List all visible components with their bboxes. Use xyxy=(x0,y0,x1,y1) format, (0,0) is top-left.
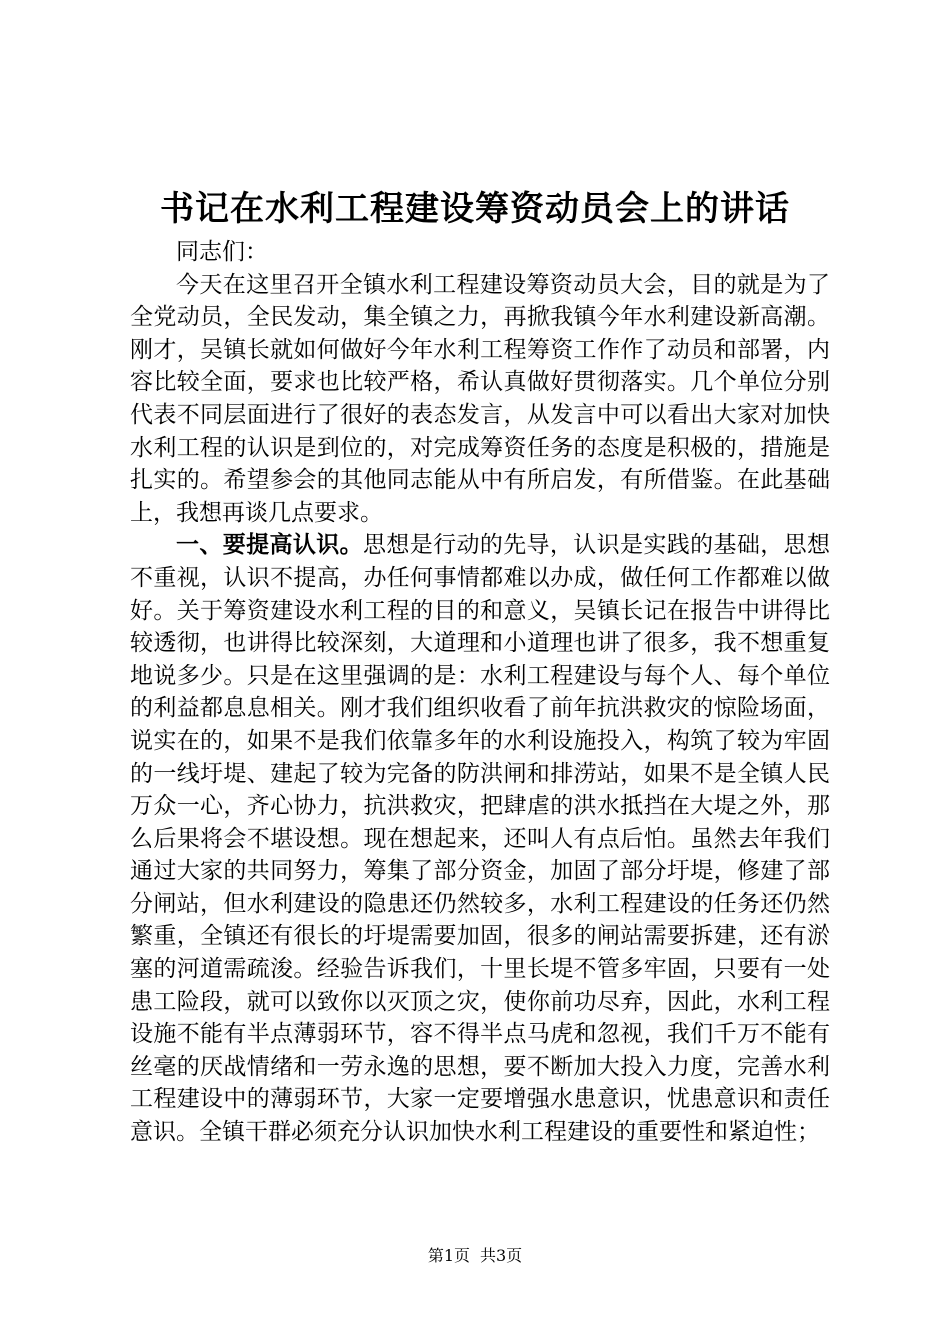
paragraph-section-1 xyxy=(130,529,830,1148)
paragraph-intro: 今天在这里召开全镇水利工程建设筹资动员大会，目的就是为了全党动员，全民发动，集全镇之力，再掀我镇今年水利建设新高潮。刚才，吴镇长就如何做好今年水利工程筹资工作作了动员和部署，内容比较全面，要求也比较严格，希认真做好贯彻落实。几个单位分别代表不同层面进行了很好的表态发言，从发言中可以看出大家对加快水利工程的认识是到位的，对完成筹资任务的态度是积极的，措施是扎实的。希望参会的其他同志能从中有所启发，有所借鉴。在此基础上，我想再谈几点要求。 xyxy=(130,271,830,526)
page-footer xyxy=(0,1246,950,1266)
section-1-heading: 一、要提高认识。 xyxy=(176,531,363,559)
page-total: 共3页 xyxy=(480,1246,523,1265)
document-body xyxy=(130,236,830,1149)
page-number: 第1页 xyxy=(427,1246,470,1265)
section-1-text: 思想是行动的先导，认识是实践的基础，思想不重视，认识不提高，办任何事情都难以办成，做任何工作都难以做好。关于筹资建设水利工程的目的和意义，吴镇长记在报告中讲得比较透彻，也讲得比较深刻，大道理和小道理也讲了很多，我不想重复地说多少。只是在这里强调的是：水利工程建设与每个人、每个单位的利益都息息相关。刚才我们组织收看了前年抗洪救灾的惊险场面，说实在的，如果不是我们依靠多年的水利设施投入，构筑了较为牢固的一线圩堤、建起了较为完备的防洪闸和排涝站，如果不是全镇人民万众一心，齐心协力，抗洪救灾，把肆虐的洪水抵挡在大堤之外，那么后果将会不堪设想。现在想起来，还叫人有点后怕。虽然去年我们通过大家的共同努力，筹集了部分资金，加固了部分圩堤，修建了部分闸站，但水利建设的隐患还仍然较多，水利工程建设的任务还仍然繁重，全镇还有很长的圩堤需要加固，很多的闸站需要拆建，还有淤塞的河道需疏浚。经验告诉我们，十里长堤不管多牢固，只要有一处患工险段，就可以致你以灭顶之灾，使你前功尽弃，因此，水利工程设施不能有半点薄弱环节，容不得半点马虎和忽视，我们千万不能有丝毫的厌战情绪和一劳永逸的思想，要不断加大投入力度，完善水利工程建设中的薄弱环节，大家一定要增强水患意识，忧患意识和责任意识。全镇干群必须充分认识加快水利工程建设的重要性和紧迫性； xyxy=(130,532,831,1146)
document-title: 书记在水利工程建设筹资动员会上的讲话 xyxy=(160,189,790,229)
salutation: 同志们： xyxy=(176,239,268,265)
